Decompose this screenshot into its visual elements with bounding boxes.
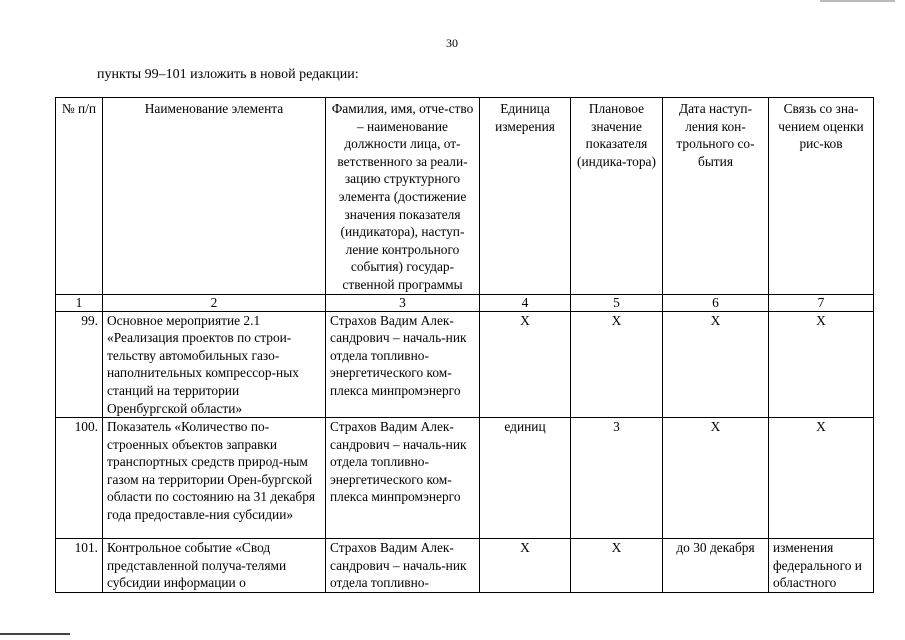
column-number: 4 — [480, 294, 571, 311]
column-number: 6 — [663, 294, 769, 311]
table-row — [56, 311, 874, 418]
scan-edge-mark — [0, 633, 70, 635]
column-number: 3 — [326, 294, 480, 311]
row-date: Х — [663, 311, 769, 418]
header-responsible: Фамилия, имя, отче-ство – наименование должности лица, от-ветственного за реали-зацию структурного элемента (достижение значения показателя (индикатора), наступ-ление контрольного события) государ-ственной программы — [326, 98, 480, 295]
row-risk: Х — [769, 311, 874, 418]
table-header-row — [56, 98, 874, 295]
column-number: 2 — [103, 294, 326, 311]
row-responsible: Страхов Вадим Алек-сандрович – началь-ник отдела топливно-энергетического ком-плекса минпромэнерго — [326, 418, 480, 539]
row-plan: Х — [571, 539, 663, 593]
row-name: Контрольное событие «Свод представленной получа-телями субсидии информации о — [103, 539, 326, 593]
row-num: 100. — [56, 418, 103, 539]
column-number: 5 — [571, 294, 663, 311]
row-unit: Х — [480, 539, 571, 593]
header-num: № п/п — [56, 98, 103, 295]
row-responsible: Страхов Вадим Алек-сандрович – началь-ник отдела топливно-энергетического ком-плекса минпромэнерго — [326, 311, 480, 418]
table-row — [56, 539, 874, 593]
header-name: Наименование элемента — [103, 98, 326, 295]
row-unit: единиц — [480, 418, 571, 539]
program-elements-table — [55, 97, 874, 593]
table-row — [56, 418, 874, 539]
header-date: Дата наступ-ления кон-трольного со-бытия — [663, 98, 769, 295]
column-number: 7 — [769, 294, 874, 311]
intro-text: пункты 99–101 изложить в новой редакции: — [97, 67, 359, 82]
row-responsible: Страхов Вадим Алек-сандрович – началь-ник отдела топливно- — [326, 539, 480, 593]
page-number: 30 — [446, 36, 458, 50]
row-plan: Х — [571, 311, 663, 418]
header-unit: Единица измерения — [480, 98, 571, 295]
column-number: 1 — [56, 294, 103, 311]
header-plan: Плановое значение показателя (индика-тора) — [571, 98, 663, 295]
row-num: 99. — [56, 311, 103, 418]
page-edge-mark — [820, 0, 895, 2]
row-risk: изменения федерального и областного — [769, 539, 874, 593]
row-unit: Х — [480, 311, 571, 418]
row-name: Основное мероприятие 2.1 «Реализация проектов по строи-тельству автомобильных газо-наполнительных компрессор-ных станций на территории Оренбургской области» — [103, 311, 326, 418]
row-date: до 30 декабря — [663, 539, 769, 593]
row-date: Х — [663, 418, 769, 539]
header-risk: Связь со зна-чением оценки рис-ков — [769, 98, 874, 295]
row-name: Показатель «Количество по-строенных объектов заправки транспортных средств природ-ным газом на территории Орен-бургской области по состоянию на 31 декабря года предоставле-ния субсидии» — [103, 418, 326, 539]
row-num: 101. — [56, 539, 103, 593]
column-numbers-row — [56, 294, 874, 311]
row-plan: 3 — [571, 418, 663, 539]
row-risk: Х — [769, 418, 874, 539]
